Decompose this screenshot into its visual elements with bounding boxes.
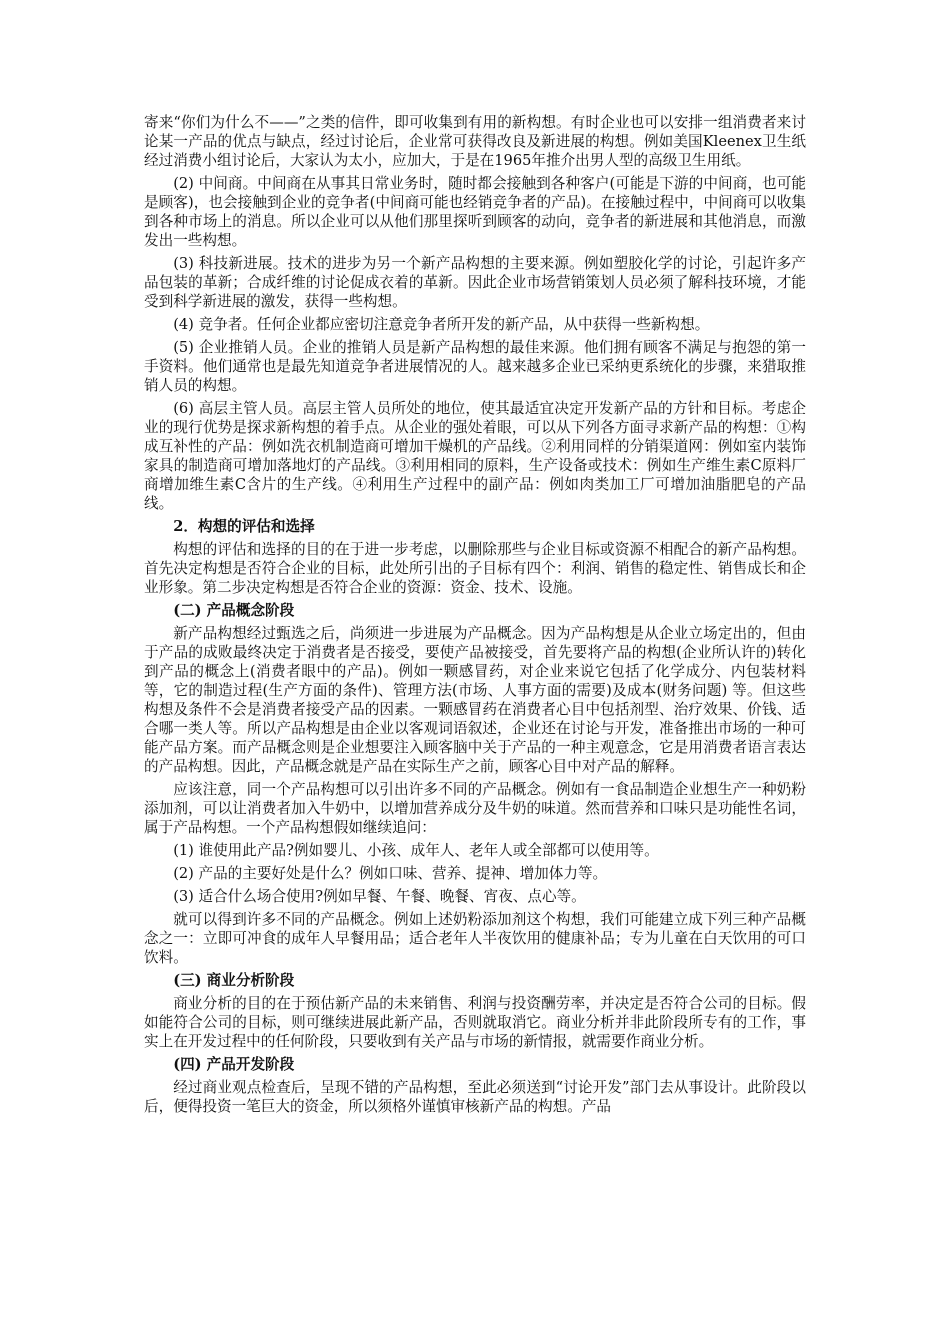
paragraph-middlemen: (2) 中间商。中间商在从事其日常业务时，随时都会接触到各种客户(可能是下游的中间商，也可能是顾客)，也会接触到企业的竞争者(中间商可能也经销竞争者的产品)。在接触过程中，中间商可以收集到各种市场上的消息。所以企业可以从他们那里探听到顾客的动向，竞争者的新进展和其他消息，而激发出一些构想。 <box>144 175 806 249</box>
paragraph-concept: 新产品构想经过甄选之后，尚须进一步进展为产品概念。因为产品构想是从企业立场定出的，但由于产品的成败最终决定于消费者是否接受，要使产品被接受，首先要将产品的构想(企业所认许的)转化到产品的概念上(消费者眼中的产品)。例如一颗感冒药，对企业来说它包括了化学成分、内包装材料等，它的制造过程(生产方面的条件)、管理方法(市场、人事方面的需要)及成本(财务问题) 等。但这些构想及条件不会是消费者接受产品的因素。一颗感冒药在消费者心目中包括剂型、治疗效果、价钱、适合哪一类人等。所以产品构想是由企业以客观词语叙述，企业还在讨论与开发，准备推出市场的一种可能产品方案。而产品概念则是企业想要注入顾客脑中关于产品的一种主观意念，它是用消费者语言表达的产品构想。因此，产品概念就是产品在实际生产之前，顾客心目中对产品的解释。 <box>144 625 806 775</box>
document-page <box>144 113 806 1120</box>
paragraph-business-analysis: 商业分析的目的在于预估新产品的未来销售、利润与投资酬劳率，并决定是否符合公司的目标。假如能符合公司的目标，则可继续进展此新产品，否则就取消它。商业分析并非此阶段所专有的工作，事实上在开发过程中的任何阶段，只要收到有关产品与市场的新情报，就需要作商业分析。 <box>144 995 806 1050</box>
list-item-benefit: (2) 产品的主要好处是什么？例如口味、营养、提神、增加体力等。 <box>173 865 608 882</box>
section-heading-concept: (二) 产品概念阶段 <box>173 602 295 619</box>
paragraph-concept-note: 应该注意，同一个产品构想可以引出许多不同的产品概念。例如有一食品制造企业想生产一种奶粉添加剂，可以让消费者加入牛奶中，以增加营养成分及牛奶的味道。然而营养和口味只是功能性名词，属于产品构想。一个产品构想假如继续追问： <box>144 781 806 836</box>
paragraph-evaluation: 构想的评估和选择的目的在于进一步考虑，以删除那些与企业目标或资源不相配合的新产品构想。首先决定构想是否符合企业的目标，此处所引出的子目标有四个：利润、销售的稳定性、销售成长和企业形象。第二步决定构想是否符合企业的资源：资金、技术、设施。 <box>144 541 806 596</box>
list-item-who: (1) 谁使用此产品?例如婴儿、小孩、成年人、老年人或全部都可以使用等。 <box>173 842 659 859</box>
list-item-occasion: (3) 适合什么场合使用?例如早餐、午餐、晚餐、宵夜、点心等。 <box>173 888 586 905</box>
section-heading-evaluation: 2．构想的评估和选择 <box>173 518 315 535</box>
paragraph-concept-examples: 就可以得到许多不同的产品概念。例如上述奶粉添加剂这个构想，我们可能建立成下列三种产品概念之一：立即可冲食的成年人早餐用品；适合老年人半夜饮用的健康补品；专为儿童在白天饮用的可口饮料。 <box>144 911 806 966</box>
section-heading-development: (四) 产品开发阶段 <box>173 1056 295 1073</box>
paragraph-executives: (6) 高层主管人员。高层主管人员所处的地位，使其最适宜决定开发新产品的方针和目标。考虑企业的现行优势是探求新构想的着手点。从企业的强处着眼，可以从下列各方面寻求新产品的构想：①构成互补性的产品：例如洗衣机制造商可增加干燥机的产品线。②利用同样的分销渠道网：例如室内装饰家具的制造商可增加落地灯的产品线。③利用相同的原料，生产设备或技术：例如生产维生素C原料厂商增加维生素C含片的生产线。④利用生产过程中的副产品：例如肉类加工厂可增加油脂肥皂的产品线。 <box>144 400 806 512</box>
paragraph-competitors: (4) 竞争者。任何企业都应密切注意竞争者所开发的新产品，从中获得一些新构想。 <box>173 316 710 333</box>
paragraph-technology: (3) 科技新进展。技术的进步为另一个新产品构想的主要来源。例如塑胶化学的讨论，引起许多产品包装的革新；合成纤维的讨论促成衣着的革新。因此企业市场营销策划人员必须了解科技环境，才能受到科学新进展的激发，获得一些构想。 <box>144 255 806 310</box>
paragraph-intro-continued: 寄来“你们为什么不——”之类的信件，即可收集到有用的新构想。有时企业也可以安排一组消费者来讨论某一产品的优点与缺点，经过讨论后，企业常可获得改良及新进展的构想。例如美国Kleenex卫生纸经过消费小组讨论后，大家认为太小，应加大，于是在1965年推介出男人型的高级卫生用纸。 <box>144 114 806 169</box>
paragraph-salespeople: (5) 企业推销人员。企业的推销人员是新产品构想的最佳来源。他们拥有顾客不满足与抱怨的第一手资料。他们通常也是最先知道竞争者进展情况的人。越来越多企业已采纳更系统化的步骤，来猎取推销人员的构想。 <box>144 339 806 394</box>
section-heading-business-analysis: (三) 商业分析阶段 <box>173 972 295 989</box>
paragraph-development: 经过商业观点检查后，呈现不错的产品构想，至此必须送到“讨论开发”部门去从事设计。此阶段以后，便得投资一笔巨大的资金，所以须格外谨慎审核新产品的构想。产品 <box>144 1079 806 1115</box>
